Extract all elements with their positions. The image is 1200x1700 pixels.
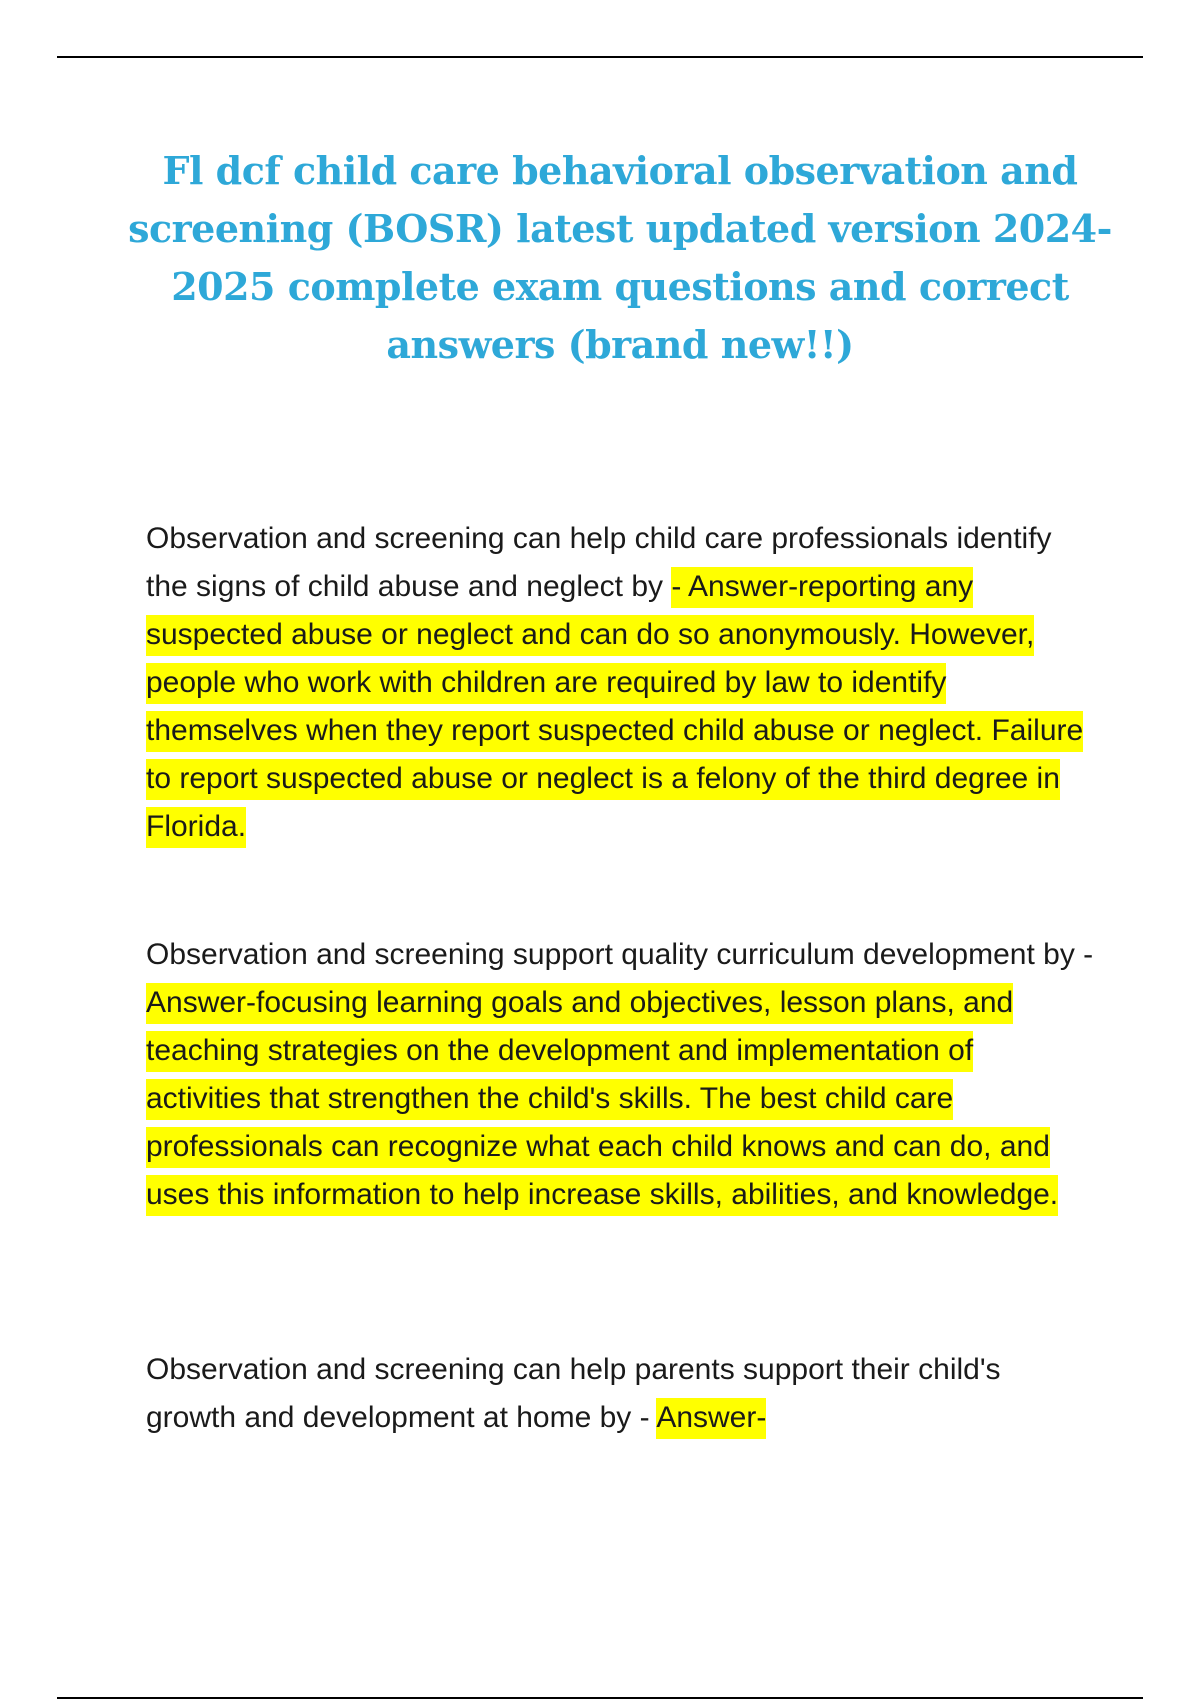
answer-highlight: Answer-focusing learning goals and objectives, lesson plans, and teaching strategies on the development and implementation of activities that strengthen the child's skills. The best child care professionals can recognize what each child knows and can do, and uses this information to help increase skills, abilities, and knowledge. bbox=[146, 983, 1058, 1216]
document-title: Fl dcf child care behavioral observation and screening (BOSR) latest updated version 2024-2025 complete exam questions and correct answers (brand new!!) bbox=[128, 148, 1112, 367]
top-rule bbox=[57, 56, 1143, 58]
qa-item-3 bbox=[146, 1346, 1096, 1442]
question-text: Observation and screening support quality curriculum development by - bbox=[146, 938, 1094, 971]
question-text: Observation and screening can help child care professionals identify the signs of child abuse and neglect by bbox=[146, 522, 1052, 603]
answer-highlight: Answer- bbox=[656, 1398, 766, 1439]
bottom-rule bbox=[57, 1697, 1143, 1699]
answer-highlight: - Answer-reporting any suspected abuse or neglect and can do so anonymously. However, people who work with children are required by law to identify themselves when they report suspected child abuse or neglect. Failure to report suspected abuse or neglect is a felony of the third degree in Florida. bbox=[146, 567, 1083, 848]
qa-item-1 bbox=[146, 515, 1096, 851]
question-text: Observation and screening can help parents support their child's growth and development at home by - bbox=[146, 1353, 1001, 1434]
qa-item-2 bbox=[146, 931, 1096, 1219]
